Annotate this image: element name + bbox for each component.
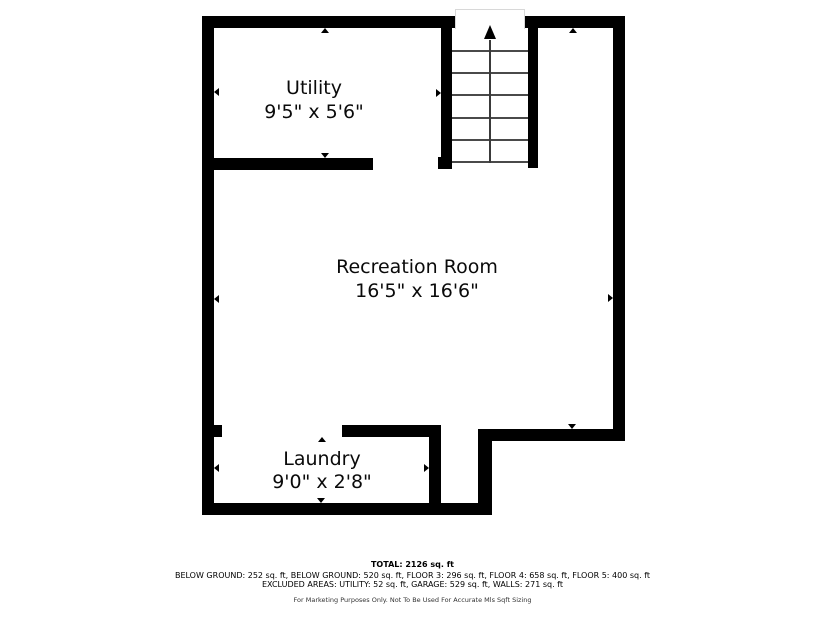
wall-top <box>202 16 625 28</box>
stair-direction-line <box>489 40 491 163</box>
laundry-arrow-left-icon <box>214 464 219 472</box>
utility-room-label <box>204 76 424 124</box>
stair-up-arrow-icon <box>484 25 496 39</box>
recreation-arrow-left-icon <box>214 295 219 303</box>
recreation-arrow-up-icon <box>569 28 577 33</box>
utility-arrow-down-icon <box>321 153 329 158</box>
recreation-room-name: Recreation Room <box>336 256 498 278</box>
recreation-arrow-right-icon <box>608 294 613 302</box>
laundry-arrow-up-icon <box>318 437 326 442</box>
wall-laundry-top <box>342 425 441 437</box>
laundry-arrow-down-icon <box>317 498 325 503</box>
wall-stairwell-right <box>528 28 538 168</box>
wall-utility-bottom <box>202 158 373 170</box>
wall-laundry-left-stub <box>214 425 222 437</box>
wall-step-vertical <box>478 429 492 515</box>
wall-right <box>613 16 625 441</box>
wall-laundry-right <box>429 425 441 503</box>
recreation-arrow-down-icon <box>568 424 576 429</box>
footer-excluded-areas: EXCLUDED AREAS: UTILITY: 52 sq. ft, GARAGE: 529 sq. ft, WALLS: 271 sq. ft <box>262 580 563 589</box>
laundry-room-name: Laundry <box>283 448 361 470</box>
utility-arrow-right-icon <box>436 89 441 97</box>
footer-disclaimer: For Marketing Purposes Only. Not To Be Used For Accurate Mls Sqft Sizing <box>293 596 532 604</box>
wall-bottom <box>202 503 492 515</box>
wall-stairwell-left <box>441 28 452 168</box>
wall-step-horizontal <box>478 429 625 441</box>
footer-floor-areas: BELOW GROUND: 252 sq. ft, BELOW GROUND: 520 sq. ft, FLOOR 3: 296 sq. ft, FLOOR 4: 658 sq. ft, FLOOR 5: 400 sq. ft <box>174 571 651 580</box>
utility-arrow-up-icon <box>321 28 329 33</box>
recreation-room-dimensions: 16'5" x 16'6" <box>355 280 479 302</box>
utility-room-dimensions: 9'5" x 5'6" <box>264 101 364 123</box>
utility-room-name: Utility <box>286 77 342 99</box>
laundry-room-label <box>222 448 422 494</box>
laundry-arrow-right-icon <box>424 464 429 472</box>
footer-total: TOTAL: 2126 sq. ft <box>370 560 455 569</box>
recreation-room-label <box>267 255 567 303</box>
laundry-room-dimensions: 9'0" x 2'8" <box>272 471 372 493</box>
